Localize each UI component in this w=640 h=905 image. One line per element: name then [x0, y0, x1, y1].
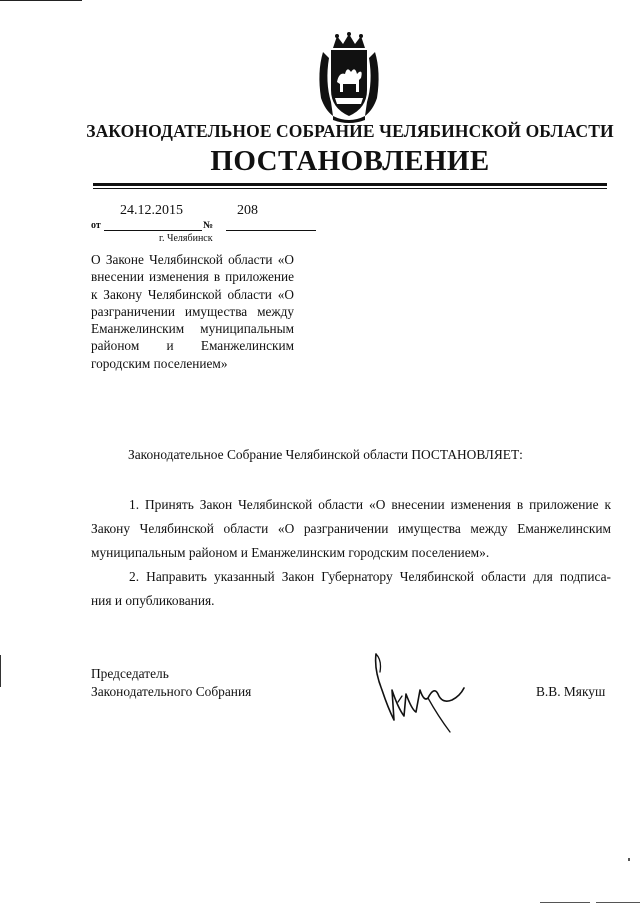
paragraph-2 — [91, 565, 611, 613]
handwritten-signature — [368, 650, 468, 734]
document-date: 24.12.2015 — [120, 203, 183, 218]
date-underline — [104, 230, 202, 231]
organization-title: ЗАКОНОДАТЕЛЬНОЕ СОБРАНИЕ ЧЕЛЯБИНСКОЙ ОБЛАСТИ — [86, 121, 614, 141]
scan-bottom-line — [596, 902, 640, 903]
date-label: от — [91, 220, 101, 231]
paragraph-line: ния и опубликования. — [91, 593, 215, 608]
preamble: Законодательное Собрание Челябинской области ПОСТАНОВЛЯЕТ: — [128, 447, 523, 462]
number-underline — [226, 230, 316, 231]
signatory-position-line2: Законодательного Собрания — [91, 684, 252, 699]
scan-edge-line — [0, 0, 82, 1]
paragraph-line: 1. Принять Закон Челябинской области «О внесении изменения в приложение к — [129, 497, 611, 512]
scan-bottom-line — [540, 902, 590, 903]
signatory-position-line1: Председатель — [91, 666, 169, 681]
header-divider-thick — [93, 183, 607, 186]
signer-name: В.В. Мякуш — [536, 684, 606, 699]
scan-speck — [628, 858, 630, 861]
number-label: № — [203, 220, 214, 231]
paragraph-line: Закону Челябинской области «О разграничении имущества между Еманжелинским — [91, 521, 611, 536]
coat-of-arms-icon — [313, 32, 385, 124]
document-type-title: ПОСТАНОВЛЕНИЕ — [210, 145, 490, 177]
document-subject: О Законе Челябинской области «О внесении изменения в приложение к Закону Челябинской области «О разграничении имущества между Еманжелинским муниципальным районом и Еманжелинским городским поселением» — [91, 252, 294, 371]
scan-margin-mark — [0, 655, 1, 687]
paragraph-line: 2. Направить указанный Закон Губернатору Челябинской области для подписа- — [129, 569, 611, 584]
paragraph-line: муниципальным районом и Еманжелинским городским поселением». — [91, 545, 490, 560]
document-city: г. Челябинск — [159, 233, 213, 244]
document-number: 208 — [237, 203, 258, 218]
paragraph-1 — [91, 493, 611, 565]
header-divider-thin — [93, 188, 607, 189]
